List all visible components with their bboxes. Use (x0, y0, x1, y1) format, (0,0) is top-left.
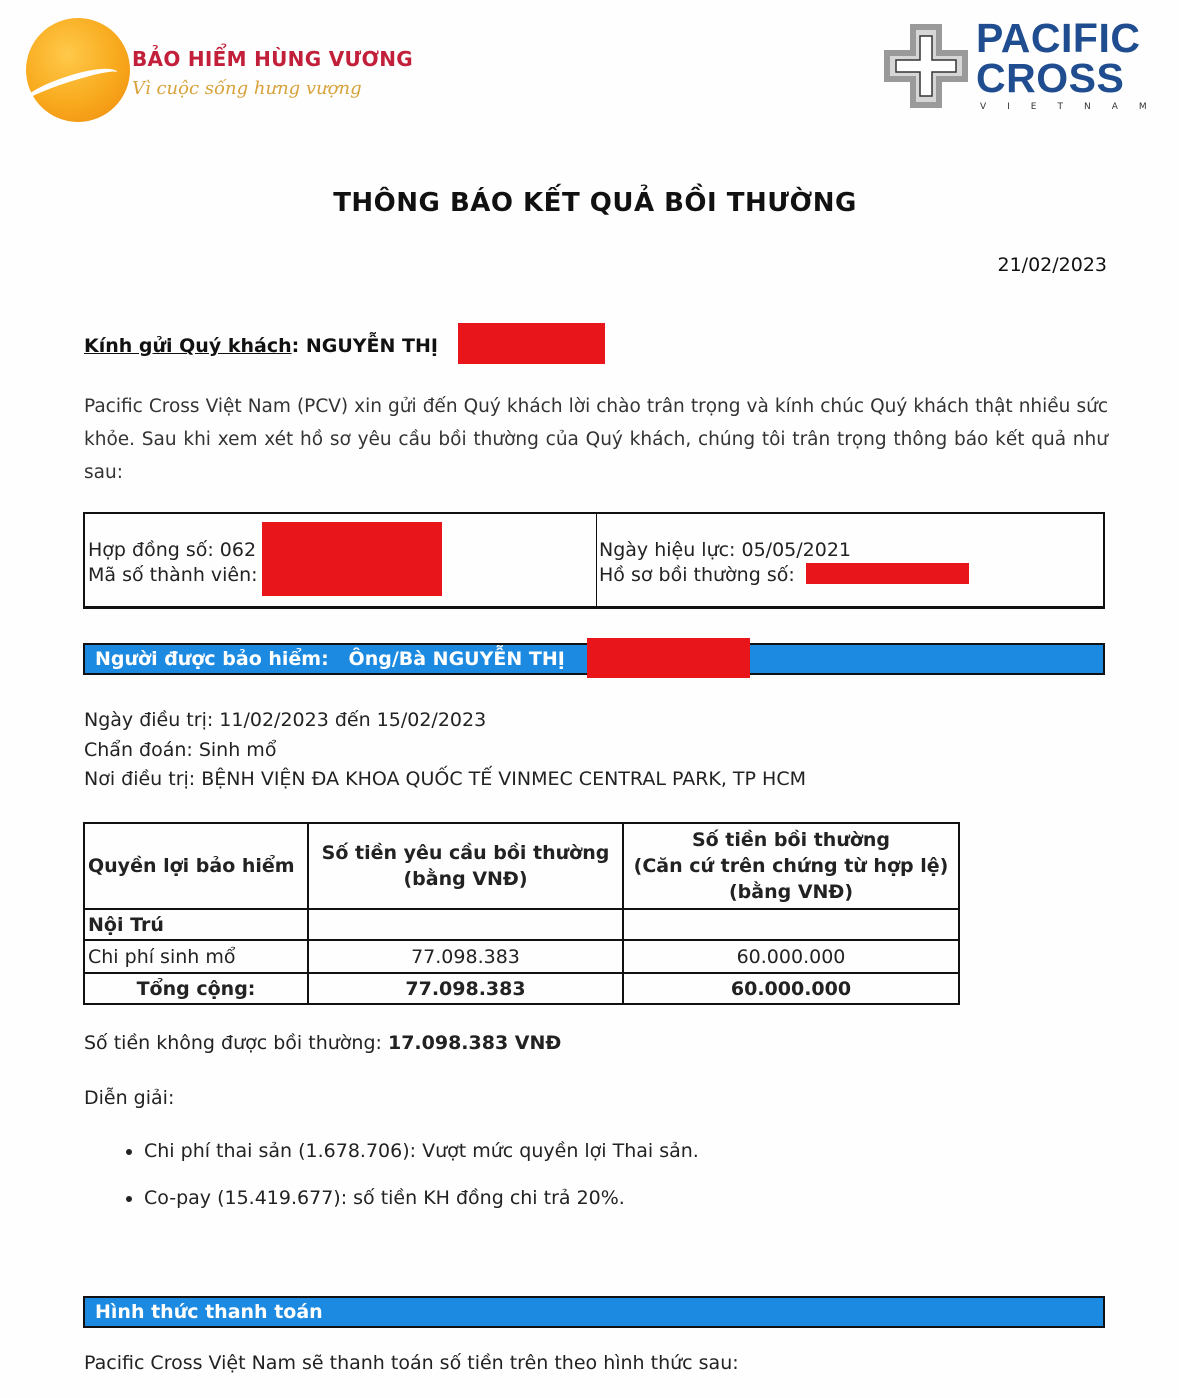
logo-country: VIETNAM (980, 102, 1168, 112)
claim-number: Hồ sơ bồi thường số: (599, 564, 795, 586)
benefits-table (83, 822, 960, 1005)
redaction-contract-member (262, 522, 442, 596)
member-id: Mã số thành viên: (88, 564, 258, 586)
effective-date: Ngày hiệu lực: 05/05/2021 (599, 539, 852, 561)
cross-logo-icon (882, 22, 970, 110)
redaction-claim-number (806, 563, 969, 584)
treatment-dates: Ngày điều trị: 11/02/2023 đến 15/02/2023 (84, 709, 487, 731)
list-item: • Co-pay (15.419.677): số tiền KH đồng chi trả 20%. (144, 1175, 699, 1222)
logo-name: PACIFIC CROSS (976, 15, 1141, 101)
row-item: Chi phí sinh mổ (84, 940, 308, 973)
header-paid: Số tiền bồi thường (Căn cứ trên chứng từ hợp lệ) (bằng VNĐ) (623, 823, 959, 909)
explanation-list (84, 1128, 699, 1222)
contract-number: Hợp đồng số: 062 (88, 539, 257, 561)
denied-amount (84, 1032, 561, 1054)
treatment-place: Nơi điều trị: BỆNH VIỆN ĐA KHOA QUỐC TẾ VINMEC CENTRAL PARK, TP HCM (84, 768, 806, 790)
insured-name: Ông/Bà NGUYỄN THỊ (348, 648, 565, 670)
customer-name: NGUYỄN THỊ (305, 335, 438, 357)
table-total-row (84, 973, 959, 1004)
divider (596, 514, 597, 606)
table-row (84, 940, 959, 973)
insured-label: Người được bảo hiểm: (95, 648, 329, 670)
section-inpatient: Nội Trú (84, 909, 308, 940)
table-header-row (84, 823, 959, 909)
logo-slogan: Vì cuộc sống hưng vượng (132, 78, 362, 99)
denied-value: 17.098.383 VNĐ (387, 1032, 562, 1054)
document-title: THÔNG BÁO KẾT QUẢ BỒI THƯỜNG (333, 188, 857, 218)
greeting: Kính gửi Quý khách: NGUYỄN THỊ (84, 335, 438, 357)
redaction-insured-name (587, 638, 750, 678)
header-requested: Số tiền yêu cầu bồi thường (bằng VNĐ) (308, 823, 623, 909)
table-section-row (84, 909, 959, 940)
list-item: • Chi phí thai sản (1.678.706): Vượt mức quyền lợi Thai sản. (144, 1128, 699, 1175)
total-label: Tổng cộng: (84, 973, 308, 1004)
empty-cell (308, 909, 623, 940)
pacific-cross-logo (880, 15, 1168, 118)
header-benefit: Quyền lợi bảo hiểm (84, 823, 308, 909)
greeting-label: Kính gửi Quý khách (84, 335, 292, 357)
denied-label: Số tiền không được bồi thường: (84, 1032, 382, 1054)
policy-info-box (83, 512, 1105, 609)
diagnosis: Chẩn đoán: Sinh mổ (84, 738, 277, 761)
row-requested: 77.098.383 (308, 940, 623, 973)
row-paid: 60.000.000 (623, 940, 959, 973)
explanation-label: Diễn giải: (84, 1087, 175, 1109)
total-paid: 60.000.000 (623, 973, 959, 1004)
redaction-customer-name (458, 323, 605, 364)
empty-cell (623, 909, 959, 940)
intro-paragraph: Pacific Cross Việt Nam (PCV) xin gửi đến Quý khách lời chào trân trọng và kính chúc Quý khách thật nhiều sức khỏe. Sau khi xem xét hồ sơ yêu cầu bồi thường của Quý khách, chúng tôi trân trọng thông báo kết quả như sau: (84, 396, 1108, 483)
total-requested: 77.098.383 (308, 973, 623, 1004)
payment-method-bar: Hình thức thanh toán (83, 1296, 1105, 1328)
treatment-details (84, 706, 806, 795)
document-date: 21/02/2023 (997, 254, 1107, 276)
payment-text: Pacific Cross Việt Nam sẽ thanh toán số tiền trên theo hình thức sau: (84, 1352, 739, 1374)
bao-hiem-hung-vuong-logo (20, 14, 420, 126)
logo-name: BẢO HIỂM HÙNG VƯƠNG (132, 47, 414, 71)
